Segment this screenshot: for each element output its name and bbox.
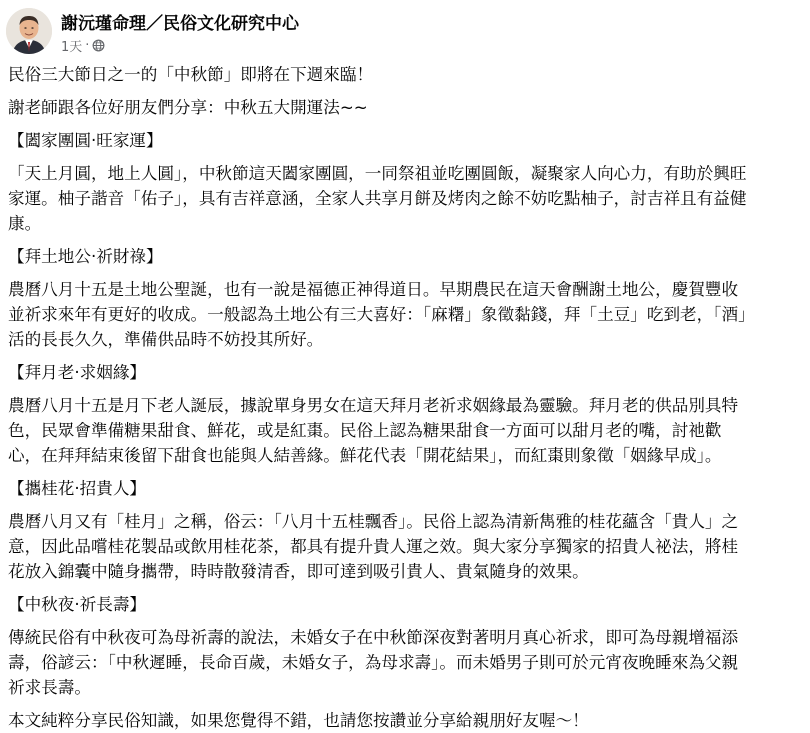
section-line: 活的長長久久，準備供品時不妨投其所好。: [8, 330, 324, 349]
post-author[interactable]: 謝沅瑾命理／民俗文化研究中心: [61, 14, 299, 34]
section-line: 康。: [8, 214, 42, 233]
section-line: 並祈求來年有更好的收成。一般認為土地公有三大喜好：「麻糬」象徵黏錢，拜「土豆」吃到老，「酒」: [8, 305, 755, 324]
avatar-photo-icon: [6, 8, 52, 54]
outro-line: 本文純粹分享民俗知識，如果您覺得不錯，也請您按讚並分享給親朋好友喔～！: [8, 711, 589, 730]
section-heading: 【拜土地公‧祈財祿】: [8, 247, 163, 266]
avatar[interactable]: [6, 8, 52, 54]
section-heading: 【拜月老‧求姻緣】: [8, 363, 147, 382]
section-line: 花放入錦囊中隨身攜帶，時時散發清香，即可達到吸引貴人、貴氣隨身的效果。: [8, 562, 589, 581]
post-body: [8, 62, 804, 733]
globe-icon[interactable]: [92, 39, 105, 52]
section-line: 傳統民俗有中秋夜可為母祈壽的說法，未婚女子在中秋節深夜對著明月真心祈求，即可為母親增福添: [8, 628, 739, 647]
section-line: 心，在拜拜結束後留下甜食也能與人結善緣。鮮花代表「開花結果」，而紅棗則象徵「姻緣早成」。: [8, 446, 722, 465]
post-meta: [61, 36, 105, 55]
section-line: 農曆八月又有「桂月」之稱，俗云：「八月十五桂飄香」。民俗上認為清新雋雅的桂花蘊含「貴人」之: [8, 512, 739, 531]
post-header: [0, 0, 810, 62]
section-line: 意，因此品嚐桂花製品或飲用桂花茶，都具有提升貴人運之效。與大家分享獨家的招貴人祕法，將桂: [8, 537, 739, 556]
section-line: 農曆八月十五是土地公聖誕，也有一說是福德正神得道日。早期農民在這天會酬謝土地公，慶賀豐收: [8, 280, 739, 299]
section-line: 色，民眾會準備糖果甜食、鮮花，或是紅棗。民俗上認為糖果甜食一方面可以甜月老的嘴，討祂歡: [8, 421, 722, 440]
section-heading: 【中秋夜‧祈長壽】: [8, 595, 147, 614]
section-heading: 【闔家團圓‧旺家運】: [8, 131, 163, 150]
meta-separator: ·: [85, 38, 90, 53]
intro-line-2: 謝老師跟各位好朋友們分享：中秋五大開運法~~: [8, 98, 368, 117]
section-line: 「天上月圓，地上人圓」，中秋節這天闔家團圓，一同祭祖並吃團圓飯，凝聚家人向心力，有助於興旺: [8, 164, 747, 183]
intro-line-1: 民俗三大節日之一的「中秋節」即將在下週來臨！: [8, 65, 374, 84]
section-heading: 【攜桂花‧招貴人】: [8, 479, 147, 498]
section-line: 家運。柚子諧音「佑子」，具有吉祥意涵，全家人共享月餅及烤肉之餘不妨吃點柚子，討吉祥且有益健: [8, 189, 747, 208]
section-line: 農曆八月十五是月下老人誕辰，據說單身男女在這天拜月老祈求姻緣最為靈驗。拜月老的供品別具特: [8, 396, 739, 415]
post-timestamp[interactable]: 1天: [61, 40, 83, 55]
section-line: 祈求長壽。: [8, 678, 91, 697]
section-line: 壽，俗諺云：「中秋遲睡，長命百歲，未婚女子，為母求壽」。而未婚男子則可於元宵夜晚睡來為父親: [8, 653, 739, 672]
